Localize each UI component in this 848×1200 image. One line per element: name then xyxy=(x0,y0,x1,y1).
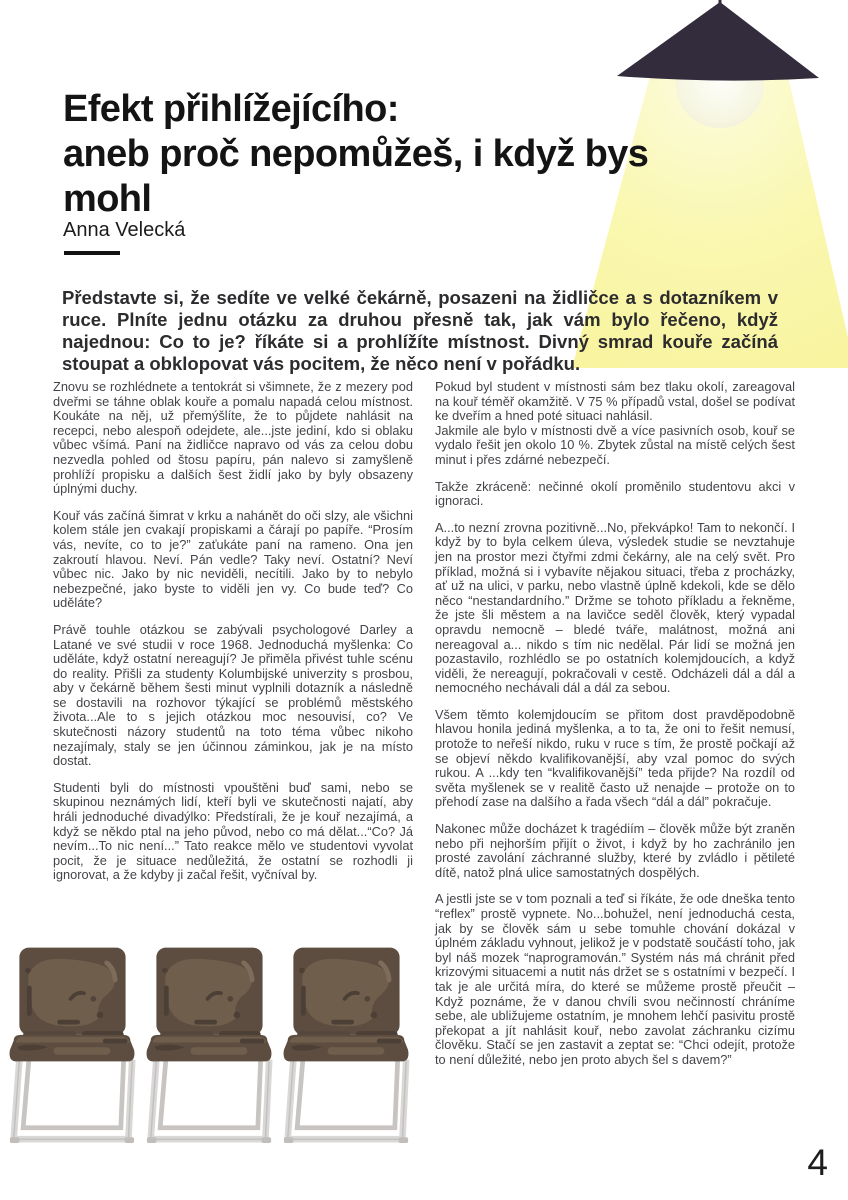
left-column xyxy=(53,380,413,1068)
right-column xyxy=(435,380,795,1068)
title-line-2: aneb proč nepomůžeš, i když bys xyxy=(63,133,649,176)
title-line-1: Efekt přihlížejícího: xyxy=(63,88,399,131)
author-underline xyxy=(64,251,120,255)
title-line-3: mohl xyxy=(63,178,152,221)
article-paragraph: Právě touhle otázkou se zabývali psychologové Darley a Latané ve své studii v roce 1968. Jednoduchá myšlenka: Co uděláte, když ostatní nereagují? Je přiměla přivést tuhle scénu do reality. Přišli za studenty Kolumbijské univerzity s prosbou, aby v čekárně během šesti minut vyplnili dotazník a následně se dostavili na rozhovor týkající se problémů městského života...Ale to s jejich otázkou moc nesouvisí, co? Ve skutečnosti názory studentů na toto téma vůbec nikoho nezajímaly, staly se jen účinnou záminkou, jak je na místo dostat. xyxy=(53,621,413,769)
author-name: Anna Velecká xyxy=(63,219,186,241)
article-paragraph: Jakmile ale bylo v místnosti dvě a více pasivních osob, kouř se vydalo řešit jen okolo 10 %. Zbytek zůstal na místě celých šest minut i přes zdárné nebezpečí. xyxy=(435,422,795,467)
page-title xyxy=(63,87,793,222)
article-paragraph: Pokud byl student v místnosti sám bez tlaku okolí, zareagoval na kouř téměř okamžitě. V 75 % případů vstal, došel se podívat ke dveřím a hned poté situaci nahlásil. xyxy=(435,379,795,424)
article-paragraph: Takže zkráceně: nečinné okolí proměnilo studentovu akci v ignoraci. xyxy=(435,478,795,509)
page-number: 4 xyxy=(807,1142,828,1183)
article-paragraph: Nakonec může docházet k tragédiím – člověk může být zraněn nebo při nejhorším přijít o život, i když by ho zachránilo jen prosté zavolání záchranné služby, které by zvládlo i pětileté dítě, natož plná ulice samostatných dospělých. xyxy=(435,821,795,880)
article-paragraph: Všem těmto kolemjdoucím se přitom dost pravděpodobně hlavou honila jediná myšlenka, a to ta, že oni to řešit nemusí, protože to neřeší nikdo, ruku v ruce s tím, že prostě počkají až se objeví někdo kvalifikovanější, aby vzal pomoc do svých rukou. A ...kdy ten “kvalifikovanější” teda přijde? Na rozdíl od světa myšlenek se v realitě často už nenajde – protože on to přehodí zase na dalšího a řada všech “dál a dál” pokračuje. xyxy=(435,706,795,810)
article-columns xyxy=(53,380,795,1068)
article-paragraph: Studenti byli do místnosti vpouštěni buď sami, nebo se skupinou neznámých lidí, kteří byli ve skutečnosti najatí, aby hráli jednoduché divadýlko: Předstírali, že je kouř nezajímá, a když se někdo ptal na jeho původ, nebo co má dělat...“Co? Já nevím...To nic není...” Tato reakce mělo ve studentovi vyvolat pocit, že je situace nedůležitá, že ostatní se rozhodli ji ignorovat, a že kdyby ji začal řešit, vyčníval by. xyxy=(53,779,413,883)
intro-paragraph: Představte si, že sedíte ve velké čekárně, posazeni na židličce a s dotazníkem v ruce. Plníte jednu otázku za druhou přesně tak, jak vám bylo řečeno, když najednou: Co to je? říkáte si a prohlížíte místnost. Divný smrad kouře začíná stoupat a obklopovat vás pocitem, že něco není v pořádku. xyxy=(62,286,778,374)
article-paragraph: Kouř vás začíná šimrat v krku a nahánět do oči slzy, ale všichni kolem stále jen cvakají propiskami a čárají po papíře. “Prosím vás, nevíte, co to je?” zaťukáte paní na rameno. Ona jen zakroutí hlavou. Neví. Pán vedle? Taky neví. Ostatní? Neví vůbec nic. Jako by nic neviděli, necítili. Jako by to nebylo nebezpečné, jako byste to viděli jen vy. Co bude teď? Co uděláte? xyxy=(53,507,413,611)
article-paragraph: Znovu se rozhlédnete a tentokrát si všimnete, že z mezery pod dveřmi se táhne oblak kouře a pomalu napadá celou místnost. Koukáte na něj, už přemýšlíte, že to půjdete nahlásit na recepci, nebo alespoň odejdete, ale...jste jediní, kdo si oblaku vůbec všímá. Paní na židličce napravo od vás za celou dobu nezvedla pohled od štosu papíru, pán nalevo si zamyšleně prohlíží propisku a dalších šest židlí jako by byly obsazeny úplnými duchy. xyxy=(53,379,413,497)
article-paragraph: A jestli jste se v tom poznali a teď si říkáte, že ode dneška tento “reflex” prostě vypnete. No...bohužel, není jednoduchá cesta, jak by se člověk sám u sebe tomuhle chování dokázal v úplném základu vyhnout, jelikož je v podstatě součástí toho, jak byl náš mozek “naprogramován.” Systém nás má chránit před krizovými situacemi a nutit nás držet se s ostatními v bezpečí. I tak je ale určitá míra, do které se můžeme prostě přeučit – Když poznáme, že v danou chvíli svou nečinností chráníme sebe, ale ubližujeme ostatním, je mnohem lehčí pasivitu prostě překopat a jít nahlásit kouř, nebo zavolat záchranku cizímu člověku. Stačí se jen zastavit a zeptat se: “Chci odejít, protože to není důležité, nebo jen proto abych šel s davem?” xyxy=(435,891,795,1067)
lamp-shade-icon xyxy=(617,2,819,81)
article-paragraph: A...to nezní zrovna pozitivně...No, překvápko! Tam to nekončí. I když by to byla celkem úleva, výsledek studie se nevztahuje jen na prostor mezi čtyřmi zdmi čekárny, ale na celý svět. Pro příklad, možná si i vybavíte nějakou situaci, třeba z procházky, ať už na ulici, v parku, nebo vlastně úplně kdekoli, kde se dělo něco “nestandardního.” Držme se tohoto příkladu a řekněme, že jste šli městem a na lavičce seděl člověk, který vypadal opravdu nemocně – bledé tváře, malátnost, možná ani nereagoval a... nikdo s tím nic nedělal. Pár lidí se možná jen pozastavilo, rozhlédlo se po ostatních kolemjdoucích, a když viděli, že nereagují, pokračovali v cestě. Odcházeli dál a dál a nemocného nechávali dál a dál za sebou. xyxy=(435,519,795,696)
